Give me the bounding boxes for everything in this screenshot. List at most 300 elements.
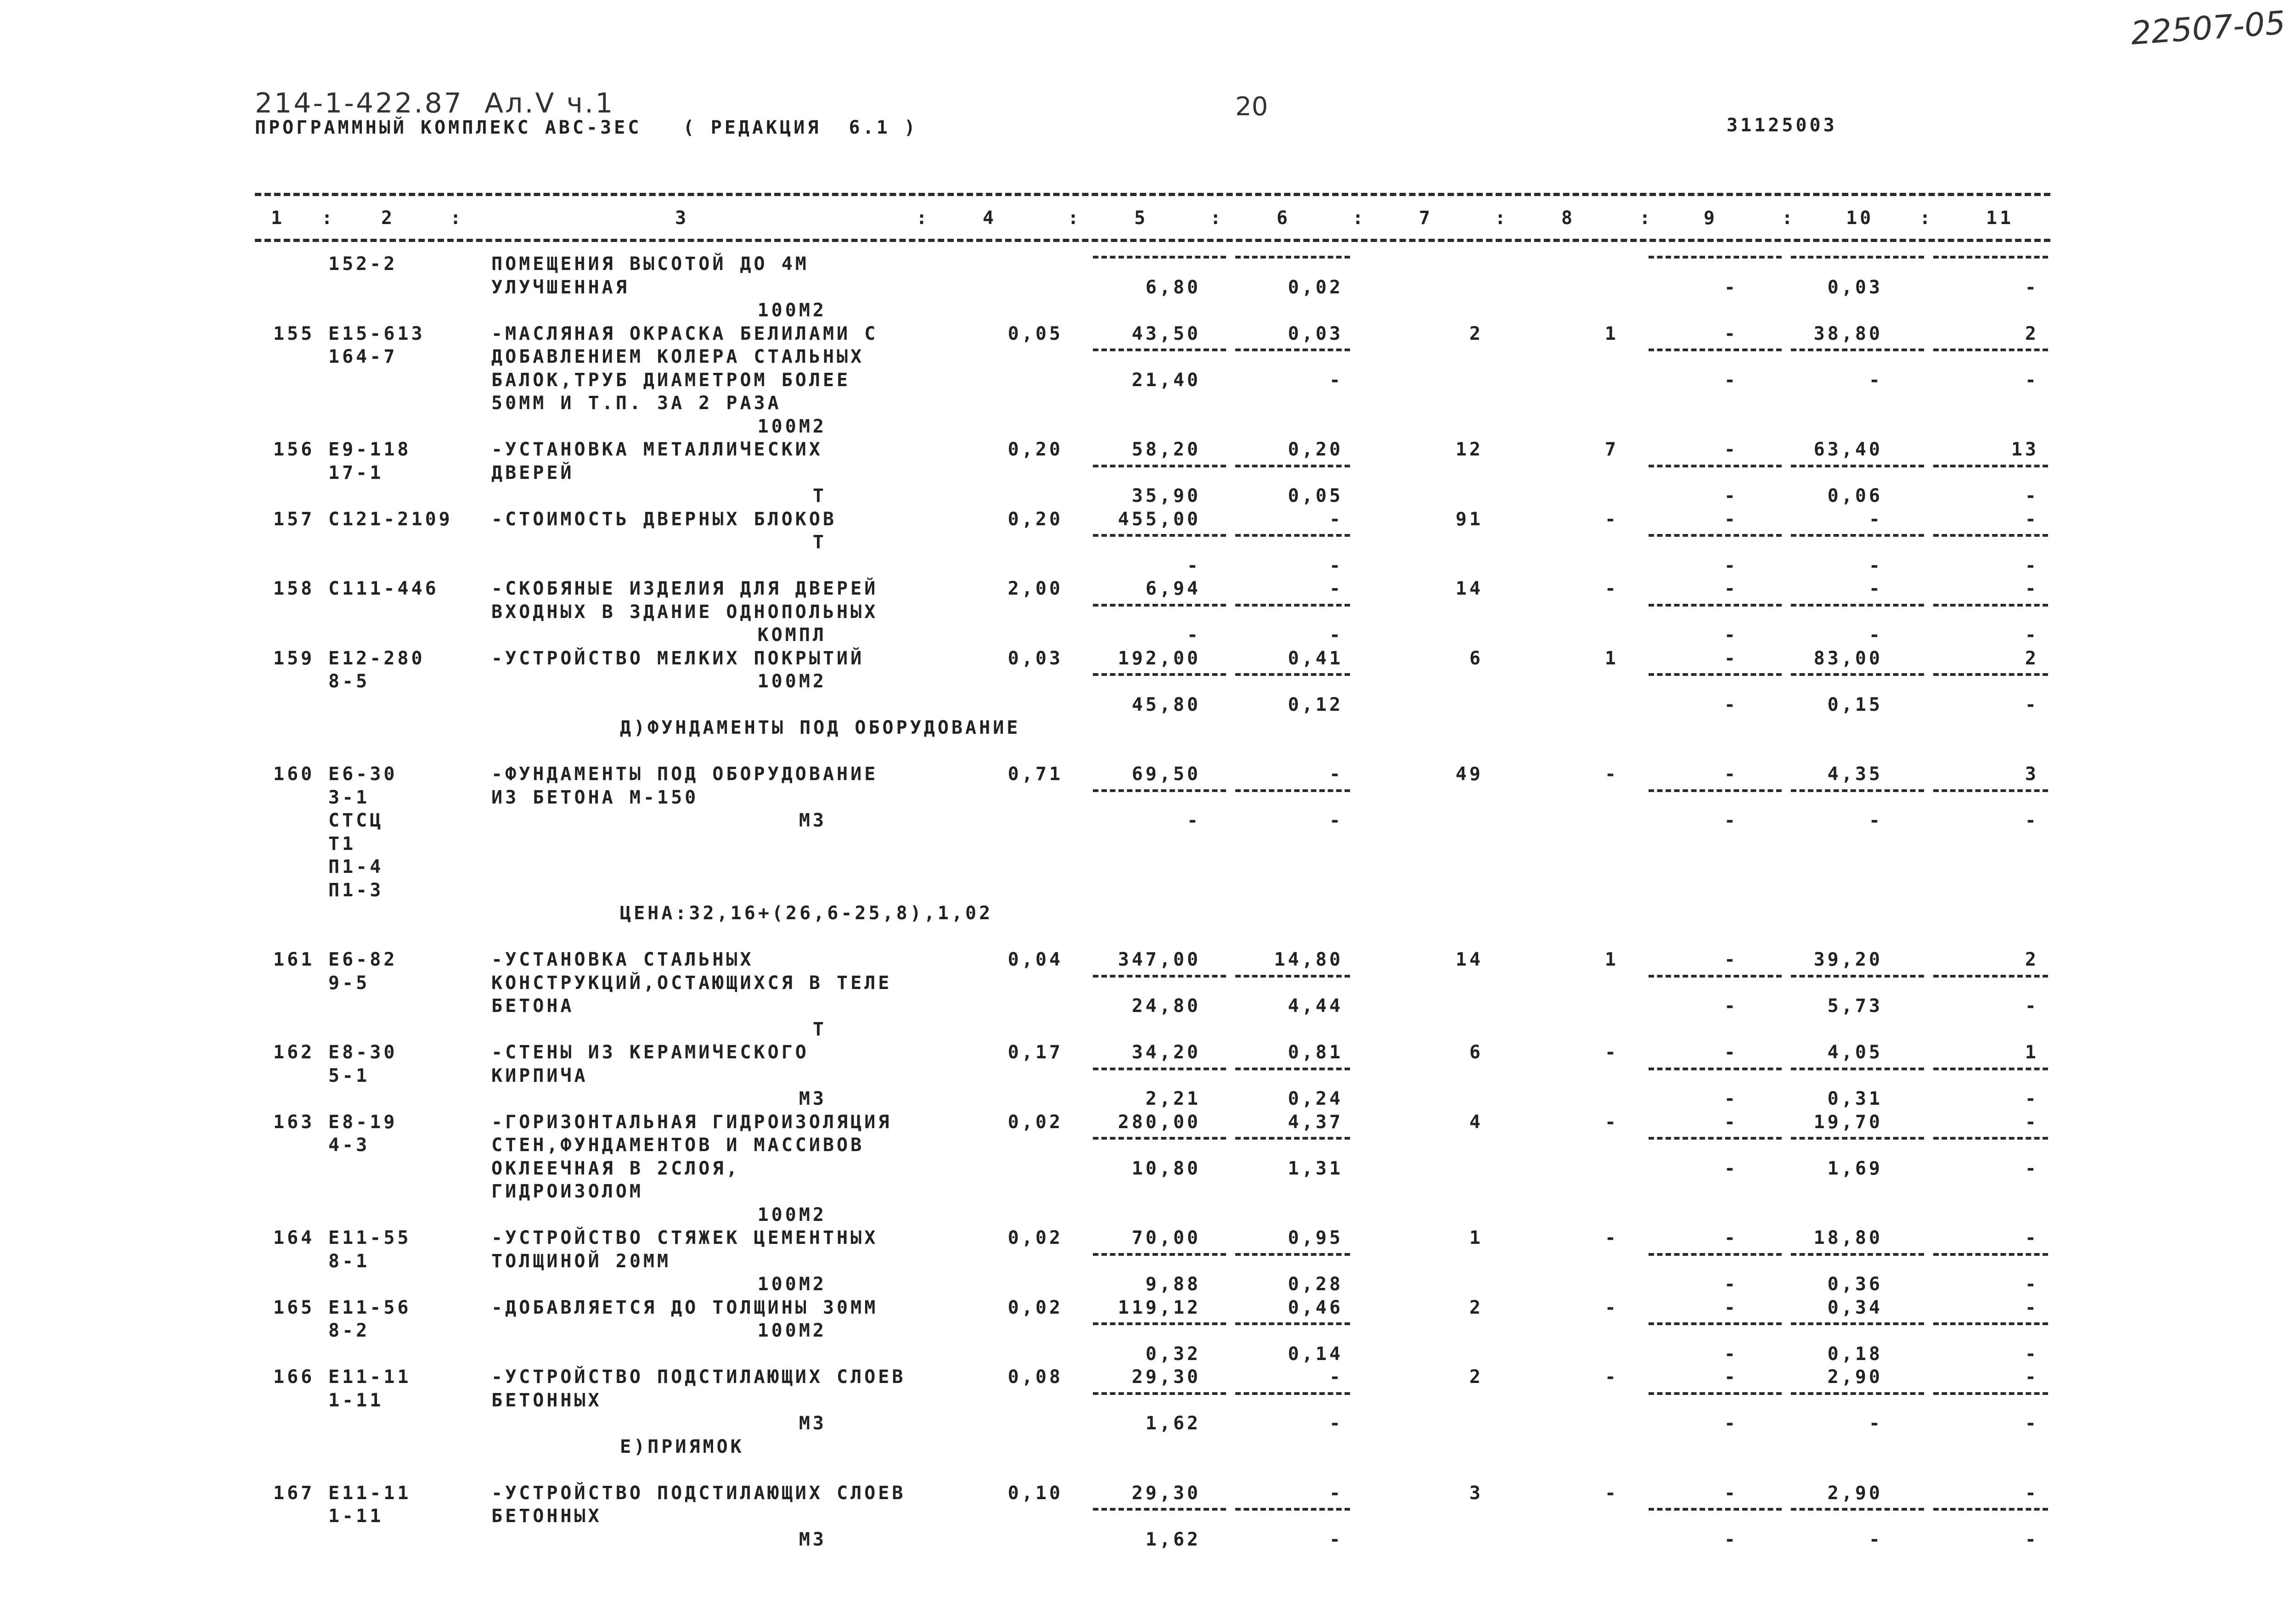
cell-col-7: 6 — [1469, 1042, 1483, 1063]
cell-col-10: - — [1868, 369, 1883, 391]
column-separator: : — [1068, 208, 1082, 229]
cell-col-9: - — [1724, 485, 1738, 506]
work-description: -УСТАНОВКА СТАЛЬНЫХ — [491, 949, 754, 970]
work-description: КИРПИЧА — [491, 1065, 588, 1086]
subtotal-rule — [1933, 1137, 2048, 1140]
column-header-7: 7 — [1419, 208, 1433, 229]
work-description: -УСТРОЙСТВО СТЯЖЕК ЦЕМЕНТНЫХ — [491, 1227, 878, 1248]
cell-col-4: 2,00 — [1007, 578, 1063, 599]
cell-col-6: 0,41 — [1288, 647, 1343, 669]
cell-col-6: - — [1329, 508, 1343, 530]
section-heading: ЦЕНА:32,16+(26,6-25,8),1,02 — [620, 903, 993, 924]
rate-code: Е11-55 — [328, 1227, 411, 1248]
rate-code: Е11-11 — [328, 1366, 411, 1388]
cell-col-9: - — [1724, 1482, 1738, 1504]
row-number: 163 — [273, 1111, 315, 1133]
cell-col-4: 0,71 — [1007, 764, 1063, 785]
unit-of-measure: М3 — [799, 1088, 827, 1109]
cell-col-11: - — [2025, 1343, 2039, 1365]
cell-col-5: 9,88 — [1145, 1274, 1201, 1295]
row-number: 161 — [273, 949, 315, 970]
cell-col-10: 39,20 — [1813, 949, 1883, 970]
cell-col-5: 347,00 — [1118, 949, 1201, 970]
cell-col-11: - — [2025, 995, 2039, 1017]
cell-col-9: - — [1724, 1227, 1738, 1248]
cell-col-5: 45,80 — [1131, 694, 1201, 715]
cell-col-11: - — [2025, 1111, 2039, 1133]
work-description: ВХОДНЫХ В ЗДАНИЕ ОДНОПОЛЬНЫХ — [491, 601, 878, 623]
work-description: -УСТАНОВКА МЕТАЛЛИЧЕСКИХ — [491, 439, 823, 460]
cell-col-11: - — [2025, 1227, 2039, 1248]
cell-col-7: 3 — [1469, 1482, 1483, 1504]
subtotal-rule — [1791, 1253, 1924, 1256]
subtotal-rule — [1093, 673, 1226, 676]
cell-col-9: - — [1724, 1088, 1738, 1109]
cell-col-5: 70,00 — [1131, 1227, 1201, 1248]
work-description: -СТЕНЫ ИЗ КЕРАМИЧЕСКОГО — [491, 1042, 809, 1063]
cell-col-4: 0,03 — [1007, 647, 1063, 669]
work-description: ИЗ БЕТОНА М-150 — [491, 787, 699, 808]
subtotal-rule — [1235, 256, 1350, 259]
subtotal-rule — [1093, 789, 1226, 792]
work-description: БЕТОНА — [491, 995, 574, 1017]
cell-col-9: - — [1724, 995, 1738, 1017]
cell-col-9: - — [1724, 1158, 1738, 1179]
cell-col-8: - — [1604, 1297, 1619, 1318]
cell-col-6: - — [1329, 578, 1343, 599]
rate-code: Т1 — [328, 833, 356, 854]
work-description: ТОЛЩИНОЙ 20ММ — [491, 1250, 671, 1272]
row-number: 164 — [273, 1227, 315, 1248]
subtotal-rule — [1933, 465, 2048, 467]
column-header-9: 9 — [1704, 208, 1718, 229]
cell-col-8: 7 — [1604, 439, 1619, 460]
cell-col-10: 1,69 — [1827, 1158, 1883, 1179]
rate-code: Е12-280 — [328, 647, 425, 669]
cell-col-10: 2,90 — [1827, 1366, 1883, 1388]
cell-col-11: - — [2025, 1366, 2039, 1388]
cell-col-11: - — [2025, 485, 2039, 506]
rate-code: Е9-118 — [328, 439, 411, 460]
rate-code: 164-7 — [328, 346, 398, 367]
cell-col-6: 0,02 — [1288, 276, 1343, 298]
cell-col-10: 19,70 — [1813, 1111, 1883, 1133]
rate-code: 4-3 — [328, 1135, 370, 1156]
cell-col-6: 1,31 — [1288, 1158, 1343, 1179]
subtotal-rule — [1933, 534, 2048, 537]
cell-col-5: - — [1187, 555, 1201, 576]
subtotal-rule — [1933, 1068, 2048, 1070]
unit-of-measure: М3 — [799, 810, 827, 831]
cell-col-9: - — [1724, 694, 1738, 715]
subtotal-rule — [1235, 1137, 1350, 1140]
rate-code: 8-1 — [328, 1250, 370, 1272]
cell-col-5: 29,30 — [1131, 1482, 1201, 1504]
cell-col-9: - — [1724, 1366, 1738, 1388]
subtotal-rule — [1649, 534, 1782, 537]
cell-col-8: - — [1604, 1111, 1619, 1133]
document-code: 214-1-422.87 Ал.V ч.1 — [255, 87, 615, 119]
subtotal-rule — [1093, 1508, 1226, 1511]
cell-col-5: 10,80 — [1131, 1158, 1201, 1179]
cell-col-4: 0,10 — [1007, 1482, 1063, 1504]
cell-col-7: 6 — [1469, 647, 1483, 669]
rate-code: 8-5 — [328, 671, 370, 692]
cell-col-7: 91 — [1455, 508, 1483, 530]
rate-code: Е11-11 — [328, 1482, 411, 1504]
cell-col-9: - — [1724, 810, 1738, 831]
subtotal-rule — [1235, 349, 1350, 351]
cell-col-5: 34,20 — [1131, 1042, 1201, 1063]
cell-col-11: 2 — [2025, 647, 2039, 669]
cell-col-9: - — [1724, 624, 1738, 646]
subtotal-rule — [1093, 1253, 1226, 1256]
rate-code: 5-1 — [328, 1065, 370, 1086]
row-number: 155 — [273, 323, 315, 344]
subtotal-rule — [1791, 349, 1924, 351]
subtotal-rule — [1933, 1322, 2048, 1325]
work-description: ДВЕРЕЙ — [491, 462, 574, 483]
subtotal-rule — [1933, 1253, 2048, 1256]
cell-col-10: 83,00 — [1813, 647, 1883, 669]
subtotal-rule — [1093, 1322, 1226, 1325]
column-separator: : — [1352, 208, 1367, 229]
cell-col-7: 49 — [1455, 764, 1483, 785]
cell-col-11: - — [2025, 1274, 2039, 1295]
rate-code: Е11-56 — [328, 1297, 411, 1318]
cell-col-6: 0,12 — [1288, 694, 1343, 715]
column-header-4: 4 — [983, 208, 997, 229]
cell-col-8: 1 — [1604, 323, 1619, 344]
subtotal-rule — [1649, 1068, 1782, 1070]
cell-col-7: 2 — [1469, 1366, 1483, 1388]
subtotal-rule — [1933, 349, 2048, 351]
cell-col-10: - — [1868, 1529, 1883, 1550]
cell-col-10: 0,18 — [1827, 1343, 1883, 1365]
cell-col-11: - — [2025, 508, 2039, 530]
cell-col-5: 119,12 — [1118, 1297, 1201, 1318]
cell-col-7: 12 — [1455, 439, 1483, 460]
cell-col-6: - — [1329, 624, 1343, 646]
rate-code: П1-3 — [328, 879, 384, 901]
cell-col-10: 0,36 — [1827, 1274, 1883, 1295]
subtotal-rule — [1235, 1392, 1350, 1395]
cell-col-11: - — [2025, 1297, 2039, 1318]
cell-col-10: 4,35 — [1827, 764, 1883, 785]
cell-col-10: 63,40 — [1813, 439, 1883, 460]
cell-col-5: 43,50 — [1131, 323, 1201, 344]
subtotal-rule — [1093, 349, 1226, 351]
cell-col-6: 4,37 — [1288, 1111, 1343, 1133]
subtotal-rule — [1791, 1392, 1924, 1395]
subtotal-rule — [1235, 789, 1350, 792]
cell-col-8: 1 — [1604, 647, 1619, 669]
cell-col-9: - — [1724, 369, 1738, 391]
subtotal-rule — [1791, 1068, 1924, 1070]
cell-col-10: 18,80 — [1813, 1227, 1883, 1248]
cell-col-6: 0,03 — [1288, 323, 1343, 344]
subtotal-rule — [1791, 789, 1924, 792]
unit-of-measure: 100М2 — [757, 1274, 827, 1295]
rate-code: Е6-30 — [328, 764, 398, 785]
work-description: -СКОБЯНЫЕ ИЗДЕЛИЯ ДЛЯ ДВЕРЕЙ — [491, 578, 878, 599]
cell-col-9: - — [1724, 508, 1738, 530]
section-heading: Е)ПРИЯМОК — [620, 1436, 744, 1457]
cell-col-6: - — [1329, 1366, 1343, 1388]
subtotal-rule — [1235, 465, 1350, 467]
column-header-1: 1 — [271, 208, 285, 229]
cell-col-11: - — [2025, 624, 2039, 646]
subtotal-rule — [1649, 604, 1782, 607]
unit-of-measure: М3 — [799, 1413, 827, 1434]
unit-of-measure: Т — [812, 532, 827, 553]
cell-col-10: - — [1868, 555, 1883, 576]
cell-col-9: - — [1724, 1529, 1738, 1550]
cell-col-6: - — [1329, 555, 1343, 576]
unit-of-measure: КОМПЛ — [757, 624, 827, 646]
work-description: УЛУЧШЕННАЯ — [491, 276, 630, 298]
cell-col-6: - — [1329, 810, 1343, 831]
subtotal-rule — [1093, 1068, 1226, 1070]
work-description: БАЛОК,ТРУБ ДИАМЕТРОМ БОЛЕЕ — [491, 369, 851, 391]
cell-col-6: 0,20 — [1288, 439, 1343, 460]
cell-col-11: 13 — [2011, 439, 2039, 460]
column-header-2: 2 — [381, 208, 395, 229]
cell-col-10: 38,80 — [1813, 323, 1883, 344]
column-header-3: 3 — [675, 208, 689, 229]
cell-col-6: 0,24 — [1288, 1088, 1343, 1109]
cell-col-6: - — [1329, 1482, 1343, 1504]
cell-col-11: - — [2025, 555, 2039, 576]
section-heading: Д)ФУНДАМЕНТЫ ПОД ОБОРУДОВАНИЕ — [620, 717, 1021, 738]
cell-col-11: - — [2025, 810, 2039, 831]
subtotal-rule — [1791, 465, 1924, 467]
cell-col-5: 1,62 — [1145, 1413, 1201, 1434]
cell-col-4: 0,17 — [1007, 1042, 1063, 1063]
column-separator: : — [916, 208, 930, 229]
cell-col-6: - — [1329, 1529, 1343, 1550]
subtotal-rule — [1791, 1508, 1924, 1511]
cell-col-6: - — [1329, 1413, 1343, 1434]
page-number: 20 — [1235, 92, 1268, 122]
subtotal-rule — [1933, 256, 2048, 259]
cell-col-7: 2 — [1469, 323, 1483, 344]
row-number: 165 — [273, 1297, 315, 1318]
cell-col-10: 4,05 — [1827, 1042, 1883, 1063]
cell-col-5: 1,62 — [1145, 1529, 1201, 1550]
subtotal-rule — [1933, 604, 2048, 607]
subtotal-rule — [1791, 604, 1924, 607]
rate-code: 9-5 — [328, 972, 370, 994]
cell-col-4: 0,05 — [1007, 323, 1063, 344]
column-separator: : — [1782, 208, 1796, 229]
cell-col-4: 0,02 — [1007, 1227, 1063, 1248]
column-separator: : — [1210, 208, 1224, 229]
cell-col-7: 14 — [1455, 578, 1483, 599]
work-description: 50ММ И Т.П. ЗА 2 РАЗА — [491, 393, 782, 414]
subtotal-rule — [1649, 256, 1782, 259]
cell-col-9: - — [1724, 1042, 1738, 1063]
cell-col-7: 14 — [1455, 949, 1483, 970]
cell-col-5: 24,80 — [1131, 995, 1201, 1017]
subtotal-rule — [1933, 673, 2048, 676]
subtotal-rule — [1649, 1253, 1782, 1256]
archive-number: 22507-05 — [2129, 4, 2287, 52]
rate-code: 3-1 — [328, 787, 370, 808]
cell-col-11: 2 — [2025, 323, 2039, 344]
subtotal-rule — [1649, 1508, 1782, 1511]
subtotal-rule — [1933, 975, 2048, 978]
cell-col-6: 14,80 — [1274, 949, 1343, 970]
subtotal-rule — [1791, 975, 1924, 978]
cell-col-5: 21,40 — [1131, 369, 1201, 391]
subtotal-rule — [1649, 1322, 1782, 1325]
cell-col-5: 455,00 — [1118, 508, 1201, 530]
work-description: -МАСЛЯНАЯ ОКРАСКА БЕЛИЛАМИ С — [491, 323, 878, 344]
cell-col-11: - — [2025, 1529, 2039, 1550]
cell-col-6: 4,44 — [1288, 995, 1343, 1017]
cell-col-9: - — [1724, 949, 1738, 970]
cell-col-9: - — [1724, 578, 1738, 599]
subtotal-rule — [1235, 1253, 1350, 1256]
subtotal-rule — [1093, 1137, 1226, 1140]
cell-col-6: 0,46 — [1288, 1297, 1343, 1318]
cell-col-10: - — [1868, 624, 1883, 646]
cell-col-8: - — [1604, 1482, 1619, 1504]
subtotal-rule — [1093, 465, 1226, 467]
cell-col-9: - — [1724, 1297, 1738, 1318]
rate-code: Е8-30 — [328, 1042, 398, 1063]
row-number: 167 — [273, 1482, 315, 1504]
cell-col-5: 6,80 — [1145, 276, 1201, 298]
cell-col-9: - — [1724, 1274, 1738, 1295]
cell-col-7: 4 — [1469, 1111, 1483, 1133]
row-number: 157 — [273, 508, 315, 530]
subtotal-rule — [1649, 1392, 1782, 1395]
cell-col-5: 29,30 — [1131, 1366, 1201, 1388]
cell-col-5: 69,50 — [1131, 764, 1201, 785]
cell-col-6: 0,05 — [1288, 485, 1343, 506]
row-number: 162 — [273, 1042, 315, 1063]
work-description: -ДОБАВЛЯЕТСЯ ДО ТОЛЩИНЫ 30ММ — [491, 1297, 878, 1318]
rate-code: С121-2109 — [328, 508, 453, 530]
work-description: ГИДРОИЗОЛОМ — [491, 1181, 643, 1202]
subtotal-rule — [1235, 1508, 1350, 1511]
subtotal-rule — [1093, 256, 1226, 259]
subtotal-rule — [1649, 975, 1782, 978]
cell-col-5: 2,21 — [1145, 1088, 1201, 1109]
cell-col-9: - — [1724, 647, 1738, 669]
subtotal-rule — [1791, 673, 1924, 676]
cell-col-7: 2 — [1469, 1297, 1483, 1318]
row-number: 159 — [273, 647, 315, 669]
cell-col-11: - — [2025, 1158, 2039, 1179]
cell-col-4: 0,08 — [1007, 1366, 1063, 1388]
cell-col-10: - — [1868, 810, 1883, 831]
unit-of-measure: 100М2 — [757, 300, 827, 321]
subtotal-rule — [1933, 789, 2048, 792]
cell-col-6: 0,28 — [1288, 1274, 1343, 1295]
cell-col-10: - — [1868, 508, 1883, 530]
column-separator: : — [321, 208, 336, 229]
cell-col-11: - — [2025, 694, 2039, 715]
cell-col-9: - — [1724, 1413, 1738, 1434]
document-id: 31125003 — [1727, 115, 1837, 136]
cell-col-10: 5,73 — [1827, 995, 1883, 1017]
work-description: КОНСТРУКЦИЙ,ОСТАЮЩИХСЯ В ТЕЛЕ — [491, 972, 892, 994]
subtotal-rule — [1791, 256, 1924, 259]
cell-col-10: - — [1868, 578, 1883, 599]
cell-col-9: - — [1724, 1343, 1738, 1365]
cell-col-9: - — [1724, 764, 1738, 785]
work-description: -ГОРИЗОНТАЛЬНАЯ ГИДРОИЗОЛЯЦИЯ — [491, 1111, 892, 1133]
cell-col-10: 0,31 — [1827, 1088, 1883, 1109]
cell-col-10: - — [1868, 1413, 1883, 1434]
work-description: ПОМЕЩЕНИЯ ВЫСОТОЙ ДО 4М — [491, 253, 809, 275]
rate-code: Е6-82 — [328, 949, 398, 970]
cell-col-6: - — [1329, 369, 1343, 391]
column-separator: : — [1639, 208, 1654, 229]
subtotal-rule — [1649, 789, 1782, 792]
subtotal-rule — [1649, 349, 1782, 351]
cell-col-10: 0,15 — [1827, 694, 1883, 715]
cell-col-4: 0,20 — [1007, 508, 1063, 530]
cell-col-11: - — [2025, 578, 2039, 599]
subtotal-rule — [1235, 1068, 1350, 1070]
cell-col-10: 0,34 — [1827, 1297, 1883, 1318]
subtotal-rule — [1235, 673, 1350, 676]
cell-col-11: - — [2025, 1482, 2039, 1504]
unit-of-measure: 100М2 — [757, 1204, 827, 1225]
subtotal-rule — [1235, 975, 1350, 978]
subtotal-rule — [1093, 1392, 1226, 1395]
rate-code: Е15-613 — [328, 323, 425, 344]
rate-code: 152-2 — [328, 253, 398, 275]
table-top-rule — [255, 193, 2050, 196]
subtotal-rule — [1791, 1322, 1924, 1325]
cell-col-9: - — [1724, 555, 1738, 576]
subtotal-rule — [1933, 1508, 2048, 1511]
cell-col-11: 3 — [2025, 764, 2039, 785]
cell-col-9: - — [1724, 1111, 1738, 1133]
column-header-6: 6 — [1277, 208, 1291, 229]
work-description: БЕТОННЫХ — [491, 1506, 602, 1527]
work-description: СТЕН,ФУНДАМЕНТОВ И МАССИВОВ — [491, 1135, 865, 1156]
subtotal-rule — [1791, 1137, 1924, 1140]
cell-col-8: - — [1604, 508, 1619, 530]
cell-col-5: - — [1187, 810, 1201, 831]
cell-col-10: 0,06 — [1827, 485, 1883, 506]
program-title: ПРОГРАММНЫЙ КОМПЛЕКС АВС-3ЕС ( РЕДАКЦИЯ 6.1 ) — [255, 117, 918, 138]
column-header-10: 10 — [1846, 208, 1874, 229]
cell-col-5: - — [1187, 624, 1201, 646]
rate-code: 8-2 — [328, 1320, 370, 1341]
unit-of-measure: М3 — [799, 1529, 827, 1550]
unit-of-measure: 100М2 — [757, 671, 827, 692]
column-separator: : — [1919, 208, 1934, 229]
subtotal-rule — [1235, 604, 1350, 607]
work-description: БЕТОННЫХ — [491, 1389, 602, 1411]
cell-col-5: 6,94 — [1145, 578, 1201, 599]
unit-of-measure: Т — [812, 1018, 827, 1040]
subtotal-rule — [1933, 1392, 2048, 1395]
cell-col-11: - — [2025, 369, 2039, 391]
cell-col-6: 0,81 — [1288, 1042, 1343, 1063]
subtotal-rule — [1235, 1322, 1350, 1325]
cell-col-10: 2,90 — [1827, 1482, 1883, 1504]
header-bottom-rule — [255, 239, 2050, 242]
row-number: 158 — [273, 578, 315, 599]
